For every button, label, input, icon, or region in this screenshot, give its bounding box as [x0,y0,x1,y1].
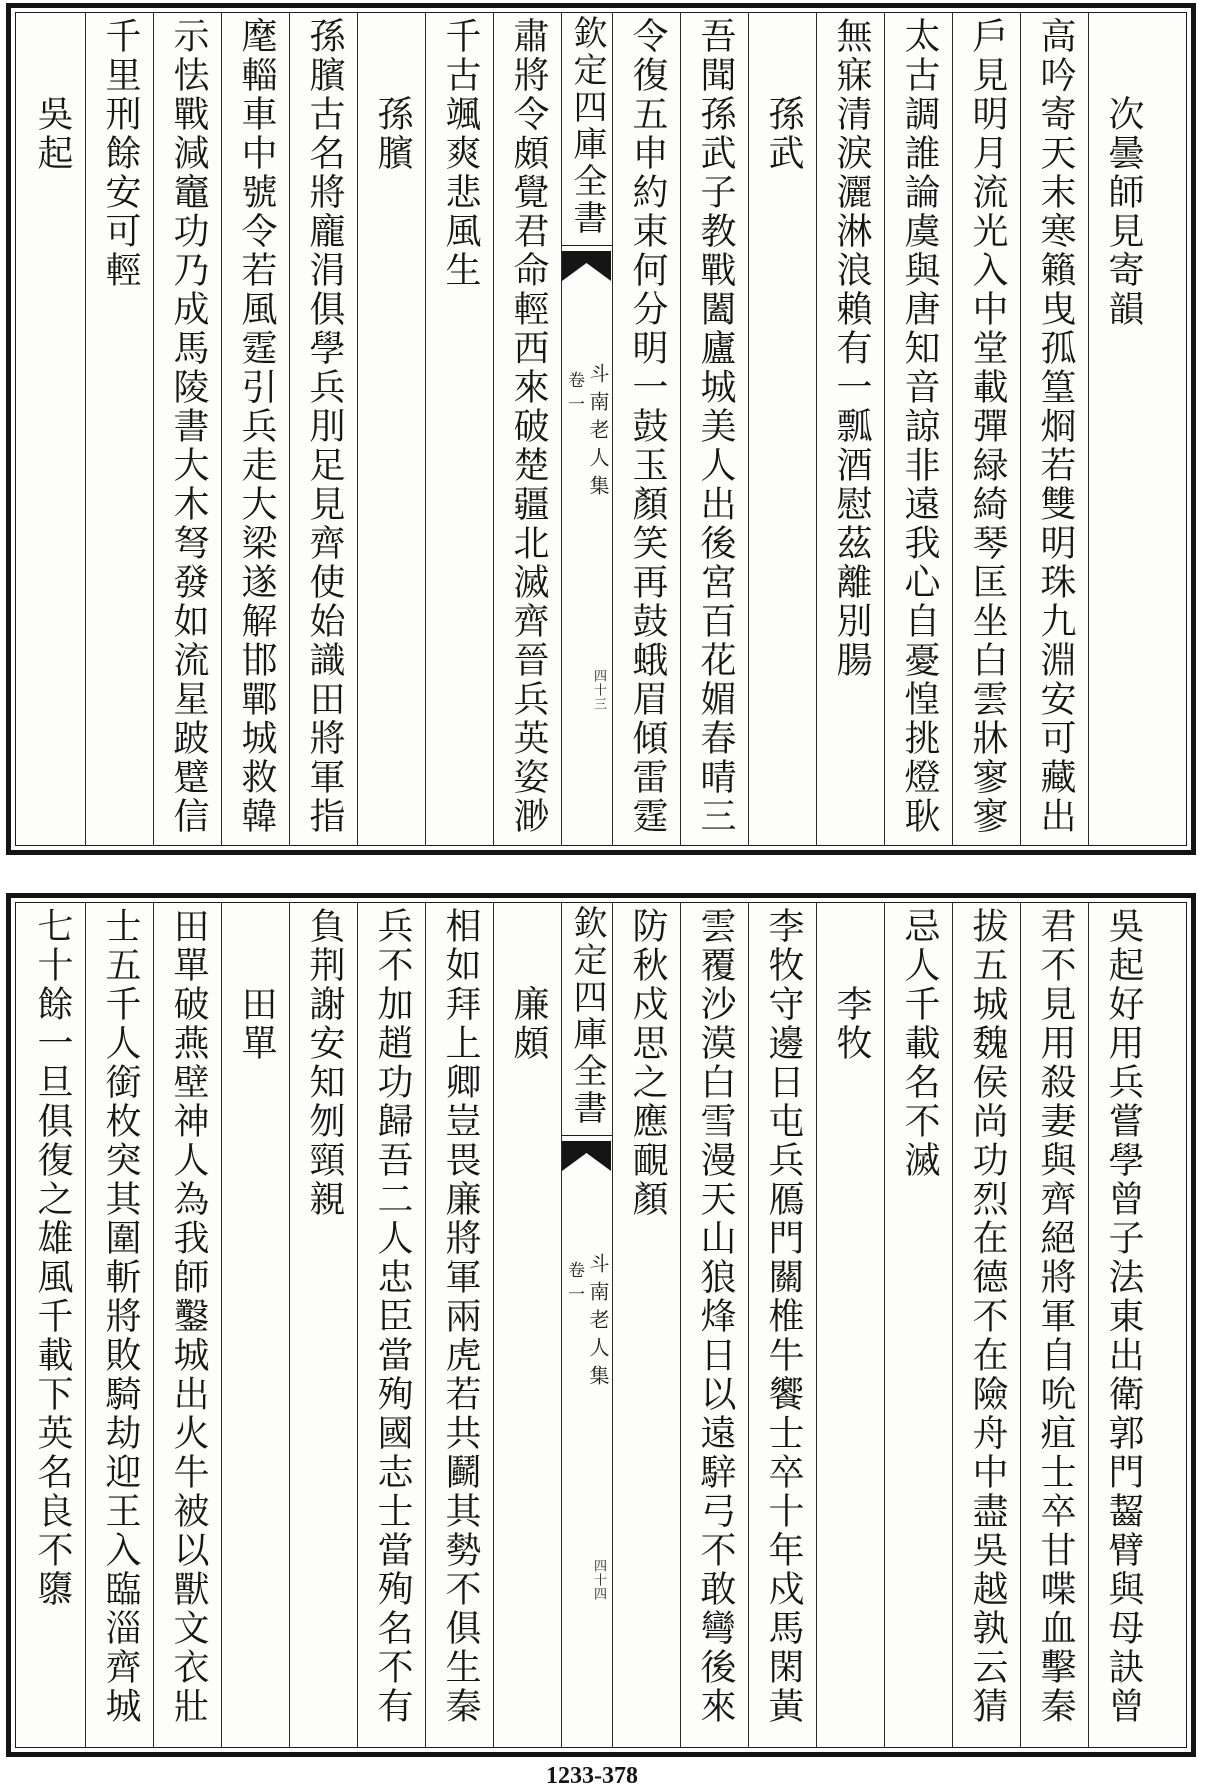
center-margin-strip [561,13,612,845]
text-column: 士五千人銜枚突其圍斬將敗騎劫迎王入臨淄齊城 [85,903,153,1747]
text-column: 君不見用殺妻與齊絕將軍自吮疽士卒甘喋血擊秦 [1020,903,1088,1747]
series-title: 欽定四庫全書 [567,15,607,237]
lower-leaf [6,893,1196,1757]
text-column: 戶見明月流光入中堂載彈緑綺琴匡坐白雲牀寥寥 [952,13,1020,845]
text-column: 拔五城魏侯尚功烈在德不在險舟中盡吳越孰云猜 [952,903,1020,1747]
text-column: 兵不加趙功歸吾二人忠臣當殉國志士當殉名不有 [357,903,425,1747]
poem-title: 田單 [221,903,289,1747]
text-column: 麾輜車中號令若風霆引兵走大梁遂解邯鄲城救韓 [221,13,289,845]
text-column: 無寐清淚灑淋浪賴有一瓢酒慰茲離別腸 [816,13,884,845]
text-column: 千古颯爽悲風生 [425,13,493,845]
upper-leaf [6,3,1196,855]
page-footer-number: 1233-378 [546,1763,638,1789]
text-column: 示怯戰減竈功乃成馬陵書大木弩發如流星跛躄信 [153,13,221,845]
volume-label: 卷一 [564,1261,584,1309]
text-column: 七十餘一旦俱復之雄風千載下英名良不隳 [32,907,73,1609]
series-title-box [562,13,612,246]
text-column: 負荆謝安知刎頸親 [289,903,357,1747]
poem-title: 廉頗 [493,903,561,1747]
book-title: 斗南老人集 [586,363,610,503]
book-title: 斗南老人集 [586,1253,610,1393]
text-column: 吾聞孫武子教戰闔廬城美人出後宮百花媚春晴三 [680,13,748,845]
text-column: 防秋戍思之應靦顏 [612,903,680,1747]
leaf-frame [15,12,1187,846]
text-column: 吳起好用兵嘗學曾子法東出衛郭門齧臂與母訣曾 [1088,903,1186,1747]
fishtail-mark [562,251,611,281]
text-column: 雲覆沙漠白雪漫天山狼烽日以遠騂弓不敢彎後來 [680,903,748,1747]
volume-label: 卷一 [564,371,584,419]
poem-title: 孫武 [748,13,816,845]
text-column: 孫臏古名將龐涓俱學兵刖足見齊使始識田將軍指 [289,13,357,845]
text-column: 高吟寄天末寒籟曳孤篁烱若雙明珠九淵安可藏出 [1020,13,1088,845]
text-column: 千里刑餘安可輕 [85,13,153,845]
poem-title: 吳起 [32,95,73,173]
series-title: 欽定四庫全書 [567,905,607,1127]
text-column: 忌人千載名不滅 [884,903,952,1747]
text-column: 肅將令頗覺君命輕西來破楚疆北滅齊晉兵英姿渺 [493,13,561,845]
poem-title: 李牧 [816,903,884,1747]
text-column: 相如拜上卿豈畏廉將軍兩虎若共鬬其勢不俱生秦 [425,903,493,1747]
series-title-box [562,903,612,1136]
leaf-number: 四十三 [591,669,606,711]
leaf-frame [15,902,1187,1748]
text-column: 太古調誰論虞與唐知音諒非遠我心自憂惶挑燈耿 [884,13,952,845]
text-column: 令復五申約束何分明一鼓玉顏笑再鼓蛾眉傾雷霆 [612,13,680,845]
poem-title: 次曇師見寄韻 [1088,13,1186,845]
fishtail-mark [562,1141,611,1171]
center-margin-strip [561,903,612,1747]
text-column: 田單破燕壁神人為我師鑿城出火牛被以獸文衣壯 [153,903,221,1747]
text-column: 李牧守邊日屯兵鴈門關椎牛饗士卒十年戍馬閑黃 [748,903,816,1747]
leaf-number: 四十四 [591,1559,606,1601]
poem-title: 孫臏 [357,13,425,845]
